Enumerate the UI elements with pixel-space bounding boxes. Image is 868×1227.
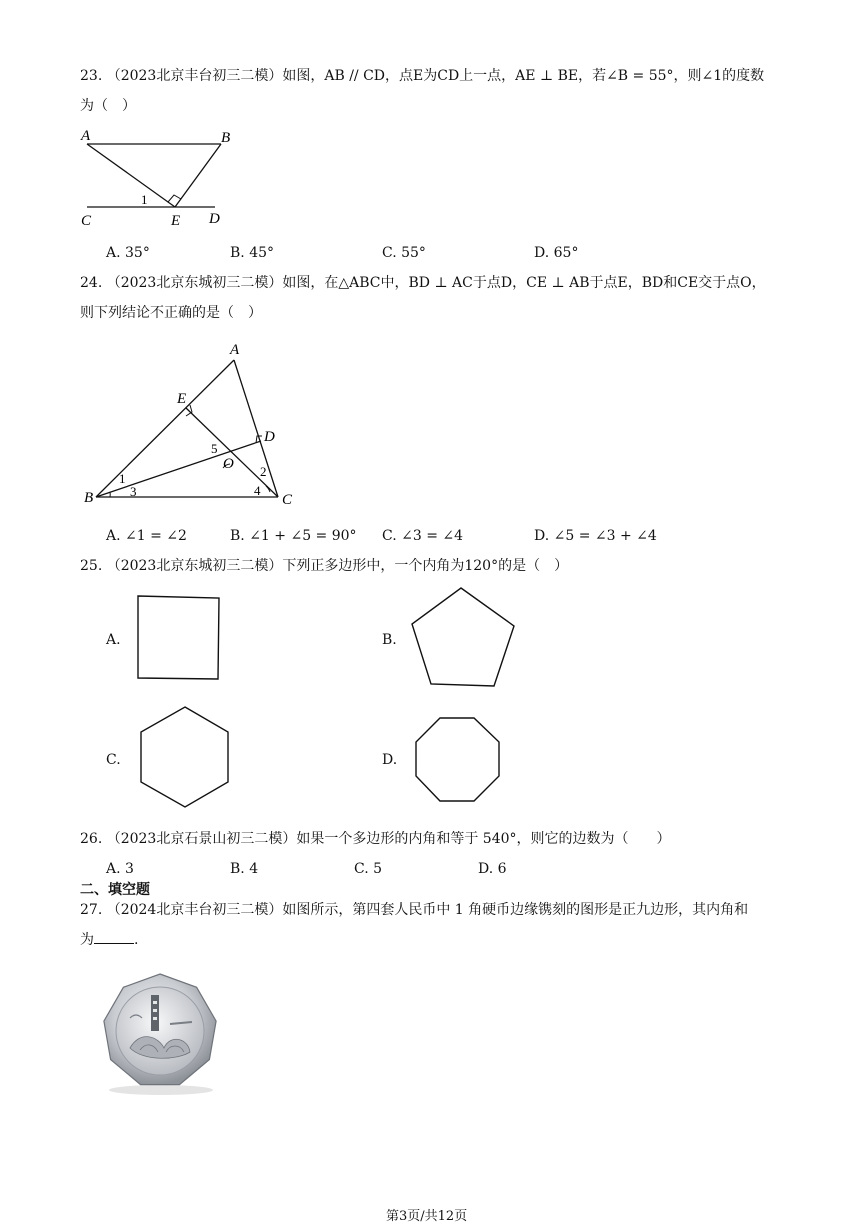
q26-option-a: A. 3 <box>106 861 134 877</box>
q25-option-c: C. <box>106 752 121 768</box>
label-angle-2: 2 <box>260 464 267 479</box>
coin-tower-mark <box>151 995 159 1031</box>
q25-option-d: D. <box>382 752 398 768</box>
label-e: E <box>177 391 187 407</box>
q26-text-line1: 26. （2023北京石景山初三二模）如果一个多边形的内角和等于 540°，则它的边数为（ ） <box>80 831 671 847</box>
label-d: D <box>209 211 220 227</box>
label-c: C <box>81 213 92 228</box>
q26-option-b: B. 4 <box>230 861 259 877</box>
label-b: B <box>84 490 94 506</box>
hexagon-shape <box>134 700 236 816</box>
label-angle-4: 4 <box>254 483 261 498</box>
segment-ae <box>87 144 175 207</box>
q24-option-c: C. ∠3 = ∠4 <box>382 528 464 544</box>
q23-option-c: C. 55° <box>382 245 426 261</box>
coin-face <box>116 987 204 1075</box>
coin-image <box>100 968 222 1098</box>
octagon-shape <box>408 710 508 810</box>
label-a: A <box>230 342 240 358</box>
label-angle-5: 5 <box>211 441 218 456</box>
q23-option-a: A. 35° <box>106 245 150 261</box>
label-o: O <box>223 456 234 472</box>
answer-blank[interactable] <box>94 929 134 944</box>
label-angle-1: 1 <box>141 192 148 207</box>
q23-option-b: B. 45° <box>230 245 275 261</box>
q24-option-d: D. ∠5 = ∠3 + ∠4 <box>534 528 657 544</box>
q23-text-line2: 为（ ） <box>80 98 136 114</box>
side-ab <box>96 360 234 497</box>
label-a: A <box>81 128 91 144</box>
q24-figure <box>80 340 310 510</box>
q25-option-b: B. <box>382 632 397 648</box>
q27-prefix: 为 <box>80 932 94 948</box>
section-title: 二、填空题 <box>80 882 150 898</box>
segment-bd <box>96 441 261 497</box>
label-d: D <box>264 429 275 445</box>
q27-text-line1: 27. （2024北京丰台初三二模）如图所示，第四套人民币中 1 角硬币边缘镌刻的图形是正九边形，其内角和 <box>80 902 749 918</box>
q27-text-line2 <box>80 929 138 950</box>
label-angle-1: 1 <box>119 471 126 486</box>
label-e: E <box>171 213 181 228</box>
q26-option-c: C. 5 <box>354 861 383 877</box>
q24-option-b: B. ∠1 + ∠5 = 90° <box>230 528 357 544</box>
q25-option-a: A. <box>106 632 121 648</box>
q27-suffix: . <box>134 932 139 948</box>
pentagon-shape <box>405 582 525 692</box>
page-number: 第3页/共12页 <box>386 1209 468 1224</box>
q26-option-d: D. 6 <box>478 861 507 877</box>
label-b: B <box>221 130 231 146</box>
q24-text-line1: 24. （2023北京东城初三二模）如图，在△ABC中，BD ⊥ AC于点D，CE ⊥ AB于点E，BD和CE交于点O， <box>80 275 766 291</box>
label-c: C <box>282 492 293 508</box>
q24-option-a: A. ∠1 = ∠2 <box>106 528 187 544</box>
q23-option-d: D. 65° <box>534 245 579 261</box>
q23-figure <box>75 124 245 228</box>
segment-be <box>175 144 221 207</box>
q24-text-line2: 则下列结论不正确的是（ ） <box>80 305 262 321</box>
label-angle-3: 3 <box>130 484 137 499</box>
q25-text-line1: 25. （2023北京东城初三二模）下列正多边形中，一个内角为120°的是（ ） <box>80 558 569 574</box>
q23-text-line1: 23. （2023北京丰台初三二模）如图，AB // CD，点E为CD上一点，AE ⊥ BE，若∠B = 55°，则∠1的度数 <box>80 68 765 84</box>
square-shape <box>130 590 230 690</box>
